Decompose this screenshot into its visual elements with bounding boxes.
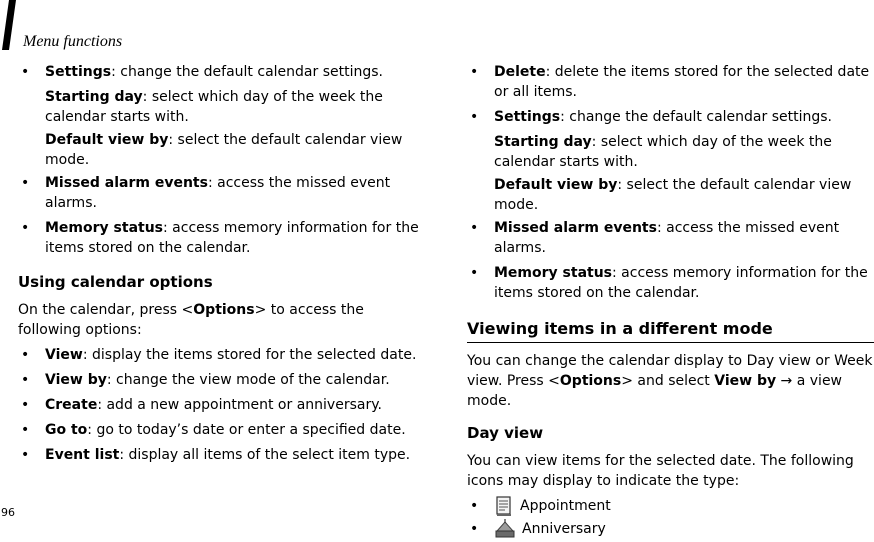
paragraph: On the calendar, press <Options> to access the following options: bbox=[18, 302, 364, 338]
list-item: • Event list: display all items of the select item type. bbox=[21, 447, 411, 463]
sub-item: Starting day: select which day of the week the calendar starts with. bbox=[494, 134, 832, 170]
list-item: • Memory status: access memory information for the items stored on the calendar. bbox=[21, 220, 419, 256]
list-item: • Create: add a new appointment or anniversary. bbox=[21, 397, 382, 413]
left-column bbox=[18, 62, 430, 470]
section-heading: Using calendar options bbox=[18, 273, 213, 291]
icon-legend-item: • Appointment bbox=[470, 498, 611, 514]
list-item: • Delete: delete the items stored for the selected date or all items. bbox=[470, 64, 870, 100]
list-item: • View by: change the view mode of the calendar. bbox=[21, 372, 390, 388]
list-item: • Go to: go to today’s date or enter a specified date. bbox=[21, 422, 406, 438]
list-item: • Missed alarm events: access the missed event alarms. bbox=[21, 175, 391, 211]
anniversary-icon bbox=[494, 519, 516, 539]
list-item: • View: display the items stored for the selected date. bbox=[21, 347, 417, 363]
appointment-icon bbox=[494, 496, 514, 516]
list-item: • Missed alarm events: access the missed event alarms. bbox=[470, 220, 840, 256]
icon-legend-item: • Anniversary bbox=[470, 521, 606, 537]
list-item: • Settings: change the default calendar settings. bbox=[470, 109, 832, 125]
sub-item: Starting day: select which day of the week the calendar starts with. bbox=[45, 89, 383, 125]
page-number: 96 bbox=[1, 506, 15, 519]
list-item: • Settings: change the default calendar settings. bbox=[21, 64, 383, 80]
subsection-heading: Day view bbox=[467, 424, 544, 442]
list-item: • Memory status: access memory information for the items stored on the calendar. bbox=[470, 265, 868, 301]
sub-item: Default view by: select the default calendar view mode. bbox=[45, 132, 403, 168]
sub-item: Default view by: select the default calendar view mode. bbox=[494, 177, 852, 213]
header-title: Menu functions bbox=[23, 33, 123, 50]
paragraph: You can view items for the selected date. The following icons may display to indicate the type: bbox=[467, 453, 854, 489]
paragraph: You can change the calendar display to Day view or Week view. Press <Options> and select View by → a view mode. bbox=[467, 353, 873, 409]
right-column bbox=[467, 62, 874, 542]
header-bar bbox=[2, 0, 16, 50]
section-heading: Viewing items in a different mode bbox=[467, 319, 874, 343]
